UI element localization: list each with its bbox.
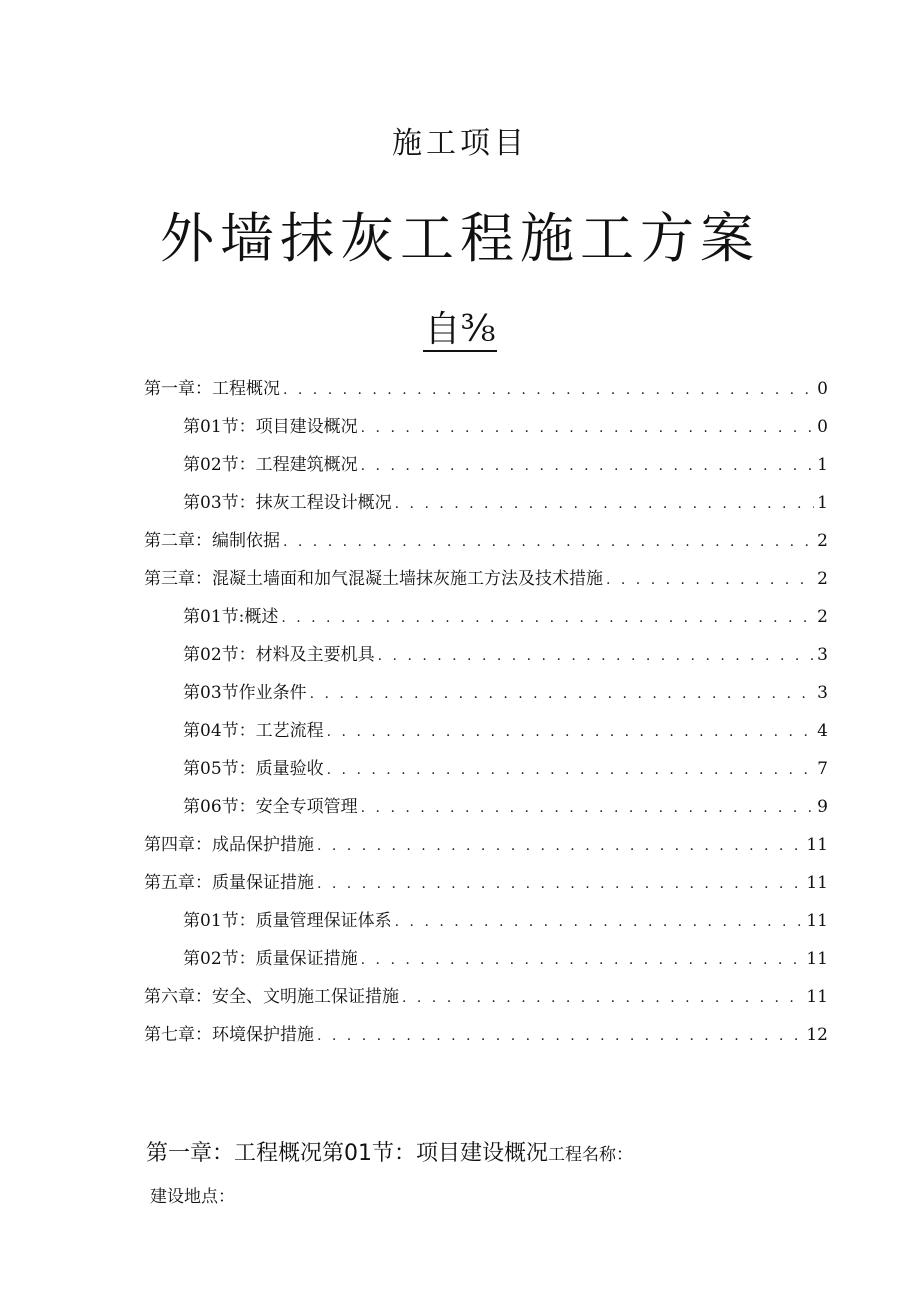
- toc-leader-dots: [317, 865, 803, 903]
- toc-entry[interactable]: [144, 750, 828, 788]
- toc-entry-label: 第05节：质量验收: [183, 759, 324, 779]
- toc-heading-text: 自⅜: [424, 309, 496, 350]
- toc-entry[interactable]: [144, 902, 828, 940]
- toc-entry[interactable]: [144, 674, 828, 712]
- toc-leader-dots: [361, 409, 815, 447]
- toc-entry-page: 0: [817, 379, 828, 399]
- toc-entry-page: 1: [817, 455, 828, 475]
- toc-entry-label: 第01节：质量管理保证体系: [183, 911, 392, 931]
- toc-leader-dots: [378, 637, 815, 675]
- toc-entry[interactable]: [144, 864, 828, 902]
- toc-leader-dots: [395, 485, 815, 523]
- project-name-label: 工程名称：: [548, 1145, 634, 1165]
- toc-entry[interactable]: [144, 826, 828, 864]
- toc-entry-page: 9: [817, 797, 828, 817]
- table-of-contents: [144, 370, 828, 1054]
- toc-entry-page: 0: [817, 417, 828, 437]
- toc-entry-label: 第01节:概述: [183, 607, 279, 627]
- cover-subtitle: 施工项目: [392, 126, 528, 161]
- toc-entry-page: 2: [817, 531, 828, 551]
- cover-title: 外墙抹灰工程施工方案: [160, 207, 760, 270]
- section-heading: 第01节：项目建设概况: [322, 1141, 549, 1166]
- toc-entry-label: 第七章：环境保护措施: [144, 1025, 314, 1045]
- toc-entry[interactable]: [144, 788, 828, 826]
- toc-leader-dots: [395, 903, 804, 941]
- toc-entry-label: 第02节：工程建筑概况: [183, 455, 358, 475]
- toc-leader-dots: [361, 789, 815, 827]
- toc-leader-dots: [317, 1017, 803, 1055]
- toc-entry-page: 11: [806, 911, 828, 931]
- toc-entry[interactable]: [144, 522, 828, 560]
- toc-entry-label: 第五章：质量保证措施: [144, 873, 314, 893]
- toc-entry[interactable]: [144, 1016, 828, 1054]
- toc-entry-label: 第四章：成品保护措施: [144, 835, 314, 855]
- site-label: 建设地点：: [150, 1187, 235, 1207]
- toc-leader-dots: [283, 371, 814, 409]
- toc-entry[interactable]: [144, 598, 828, 636]
- toc-entry-label: 第三章：混凝土墙面和加气混凝土墙抹灰施工方法及技术措施: [144, 569, 603, 589]
- toc-entry[interactable]: [144, 560, 828, 598]
- toc-entry[interactable]: [144, 446, 828, 484]
- toc-entry-label: 第01节：项目建设概况: [183, 417, 358, 437]
- toc-leader-dots: [317, 827, 803, 865]
- toc-entry-label: 第02节：质量保证措施: [183, 949, 358, 969]
- toc-entry-label: 第二章：编制依据: [144, 531, 280, 551]
- toc-entry[interactable]: [144, 940, 828, 978]
- toc-entry-page: 11: [806, 835, 828, 855]
- toc-entry-page: 4: [817, 721, 828, 741]
- toc-leader-dots: [327, 751, 815, 789]
- toc-entry-label: 第04节：工艺流程: [183, 721, 324, 741]
- toc-entry-page: 2: [817, 607, 828, 627]
- toc-heading: [0, 310, 920, 352]
- body-heading-line: [146, 1136, 846, 1167]
- toc-entry-page: 3: [817, 645, 828, 665]
- toc-entry[interactable]: [144, 636, 828, 674]
- toc-leader-dots: [402, 979, 803, 1017]
- toc-entry-page: 12: [806, 1025, 828, 1045]
- toc-leader-dots: [281, 599, 814, 637]
- toc-leader-dots: [361, 941, 804, 979]
- toc-entry-page: 11: [806, 949, 828, 969]
- toc-entry-page: 11: [806, 987, 828, 1007]
- toc-entry-label: 第六章：安全、文明施工保证措施: [144, 987, 399, 1007]
- toc-entry-label: 第02节：材料及主要机具: [183, 645, 375, 665]
- toc-entry-page: 3: [817, 683, 828, 703]
- toc-leader-dots: [327, 713, 815, 751]
- toc-entry[interactable]: [144, 978, 828, 1016]
- chapter-heading: 第一章：工程概况: [146, 1141, 323, 1166]
- toc-entry[interactable]: [144, 484, 828, 522]
- toc-entry[interactable]: [144, 408, 828, 446]
- toc-entry-page: 1: [817, 493, 828, 513]
- toc-leader-dots: [310, 675, 815, 713]
- toc-entry-page: 2: [817, 569, 828, 589]
- toc-entry-page: 7: [817, 759, 828, 779]
- toc-entry-label: 第03节作业条件: [183, 683, 307, 703]
- toc-entry-label: 第06节：安全专项管理: [183, 797, 358, 817]
- toc-entry[interactable]: [144, 712, 828, 750]
- toc-leader-dots: [606, 561, 814, 599]
- toc-leader-dots: [361, 447, 815, 485]
- toc-entry-label: 第一章：工程概况: [144, 379, 280, 399]
- toc-entry-label: 第03节：抹灰工程设计概况: [183, 493, 392, 513]
- toc-entry-page: 11: [806, 873, 828, 893]
- toc-entry[interactable]: [144, 370, 828, 408]
- toc-leader-dots: [283, 523, 814, 561]
